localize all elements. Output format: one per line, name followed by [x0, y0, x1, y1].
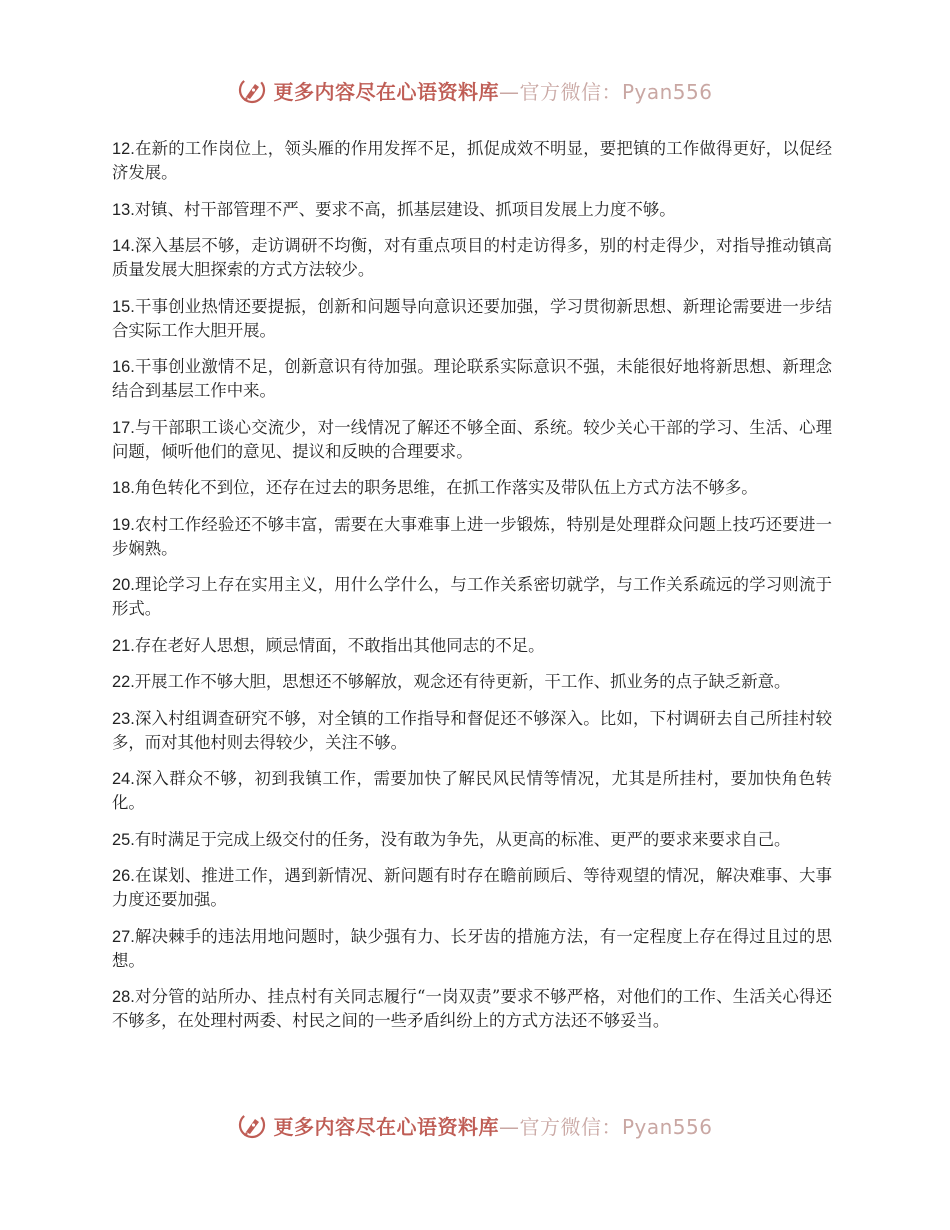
banner-text [273, 1111, 712, 1140]
list-item [112, 295, 832, 343]
item-text: 农村工作经验还不够丰富，需要在大事难事上进一步锻炼，特别是处理群众问题上技巧还要进一步娴熟。 [112, 514, 832, 558]
document-body [112, 137, 832, 1046]
item-text: 理论学习上存在实用主义，用什么学什么，与工作关系密切就学，与工作关系疏远的学习则流于形式。 [112, 575, 832, 618]
banner-separator: — [498, 79, 520, 104]
item-number: 27. [112, 927, 135, 946]
item-text: 有时满足于完成上级交付的任务，没有敢为争先，从更高的标准、更严的要求来要求自己。 [134, 829, 791, 849]
item-text: 存在老好人思想，顾忌情面，不敢指出其他同志的不足。 [134, 635, 545, 655]
item-text: 与干部职工谈心交流少，对一线情况了解还不够全面、系统。较少关心干部的学习、生活、心理问题，倾听他们的意见、提议和反映的合理要求。 [112, 417, 832, 461]
item-number: 13. [112, 200, 135, 219]
item-text: 干事创业激情不足，创新意识有待加强。理论联系实际意识不强，未能很好地将新思想、新理念结合到基层工作中来。 [112, 357, 832, 400]
item-number: 23. [112, 709, 135, 728]
banner-wechat: 官方微信：Pyan556 [519, 1114, 713, 1139]
list-item [112, 985, 832, 1033]
list-item [112, 573, 832, 621]
list-item [112, 634, 832, 658]
item-number: 14. [112, 237, 135, 255]
item-number: 15. [112, 297, 135, 316]
list-item [112, 355, 832, 403]
item-text: 对分管的站所办、挂点村有关同志履行“一岗双责”要求不够严格，对他们的工作、生活关心得还不够多，在处理村两委、村民之间的一些矛盾纠纷上的方式方法还不够妥当。 [112, 987, 832, 1030]
item-text: 在新的工作岗位上，领头雁的作用发挥不足，抓促成效不明显，要把镇的工作做得更好，以促经济发展。 [112, 139, 832, 182]
header-banner [0, 70, 950, 110]
item-number: 26. [112, 867, 135, 885]
item-number: 16. [112, 358, 135, 376]
item-text: 深入群众不够，初到我镇工作，需要加快了解民风民情等情况，尤其是所挂村，要加快角色转化。 [112, 769, 832, 812]
banner-title: 更多内容尽在心语资料库 [273, 79, 499, 104]
banner-title: 更多内容尽在心语资料库 [273, 1114, 499, 1139]
item-number: 22. [112, 673, 135, 691]
list-item [112, 925, 832, 973]
item-text: 角色转化不到位，还存在过去的职务思维，在抓工作落实及带队伍上方式方法不够多。 [134, 478, 758, 497]
list-item [112, 137, 832, 185]
item-number: 20. [112, 576, 135, 594]
list-item [112, 707, 832, 755]
footer-banner [0, 1105, 950, 1145]
banner-text [273, 76, 712, 105]
pen-nib-logo-icon [237, 75, 267, 105]
item-text: 开展工作不够大胆，思想还不够解放，观念还有待更新，干工作、抓业务的点子缺乏新意。 [134, 672, 791, 691]
item-number: 25. [112, 830, 135, 849]
list-item [112, 864, 832, 912]
item-text: 对镇、村干部管理不严、要求不高，抓基层建设、抓项目发展上力度不够。 [134, 199, 676, 219]
item-number: 21. [112, 636, 135, 655]
pen-nib-logo-icon [237, 1110, 267, 1140]
item-number: 28. [112, 988, 135, 1006]
banner-wechat: 官方微信：Pyan556 [519, 79, 713, 104]
item-text: 干事创业热情还要提振，创新和问题导向意识还要加强，学习贯彻新思想、新理论需要进一步结合实际工作大胆开展。 [112, 296, 832, 340]
item-text: 在谋划、推进工作，遇到新情况、新问题有时存在瞻前顾后、等待观望的情况，解决难事、大事力度还要加强。 [112, 866, 832, 909]
list-item [112, 198, 832, 222]
item-number: 17. [112, 418, 135, 437]
item-number: 18. [112, 479, 135, 497]
list-item [112, 234, 832, 282]
item-text: 深入村组调查研究不够，对全镇的工作指导和督促还不够深入。比如，下村调研去自己所挂村较多，而对其他村则去得较少，关注不够。 [112, 708, 832, 752]
list-item [112, 828, 832, 852]
item-text: 深入基层不够，走访调研不均衡，对有重点项目的村走访得多，别的村走得少，对指导推动镇高质量发展大胆探索的方式方法较少。 [112, 236, 832, 279]
list-item [112, 513, 832, 561]
banner-separator: — [498, 1114, 520, 1139]
item-text: 解决棘手的违法用地问题时，缺少强有力、长牙齿的措施方法，有一定程度上存在得过且过的思想。 [112, 926, 832, 970]
list-item [112, 476, 832, 500]
list-item [112, 670, 832, 694]
list-item [112, 767, 832, 815]
item-number: 24. [112, 770, 135, 788]
list-item [112, 416, 832, 464]
item-number: 19. [112, 515, 135, 534]
item-number: 12. [112, 140, 135, 158]
